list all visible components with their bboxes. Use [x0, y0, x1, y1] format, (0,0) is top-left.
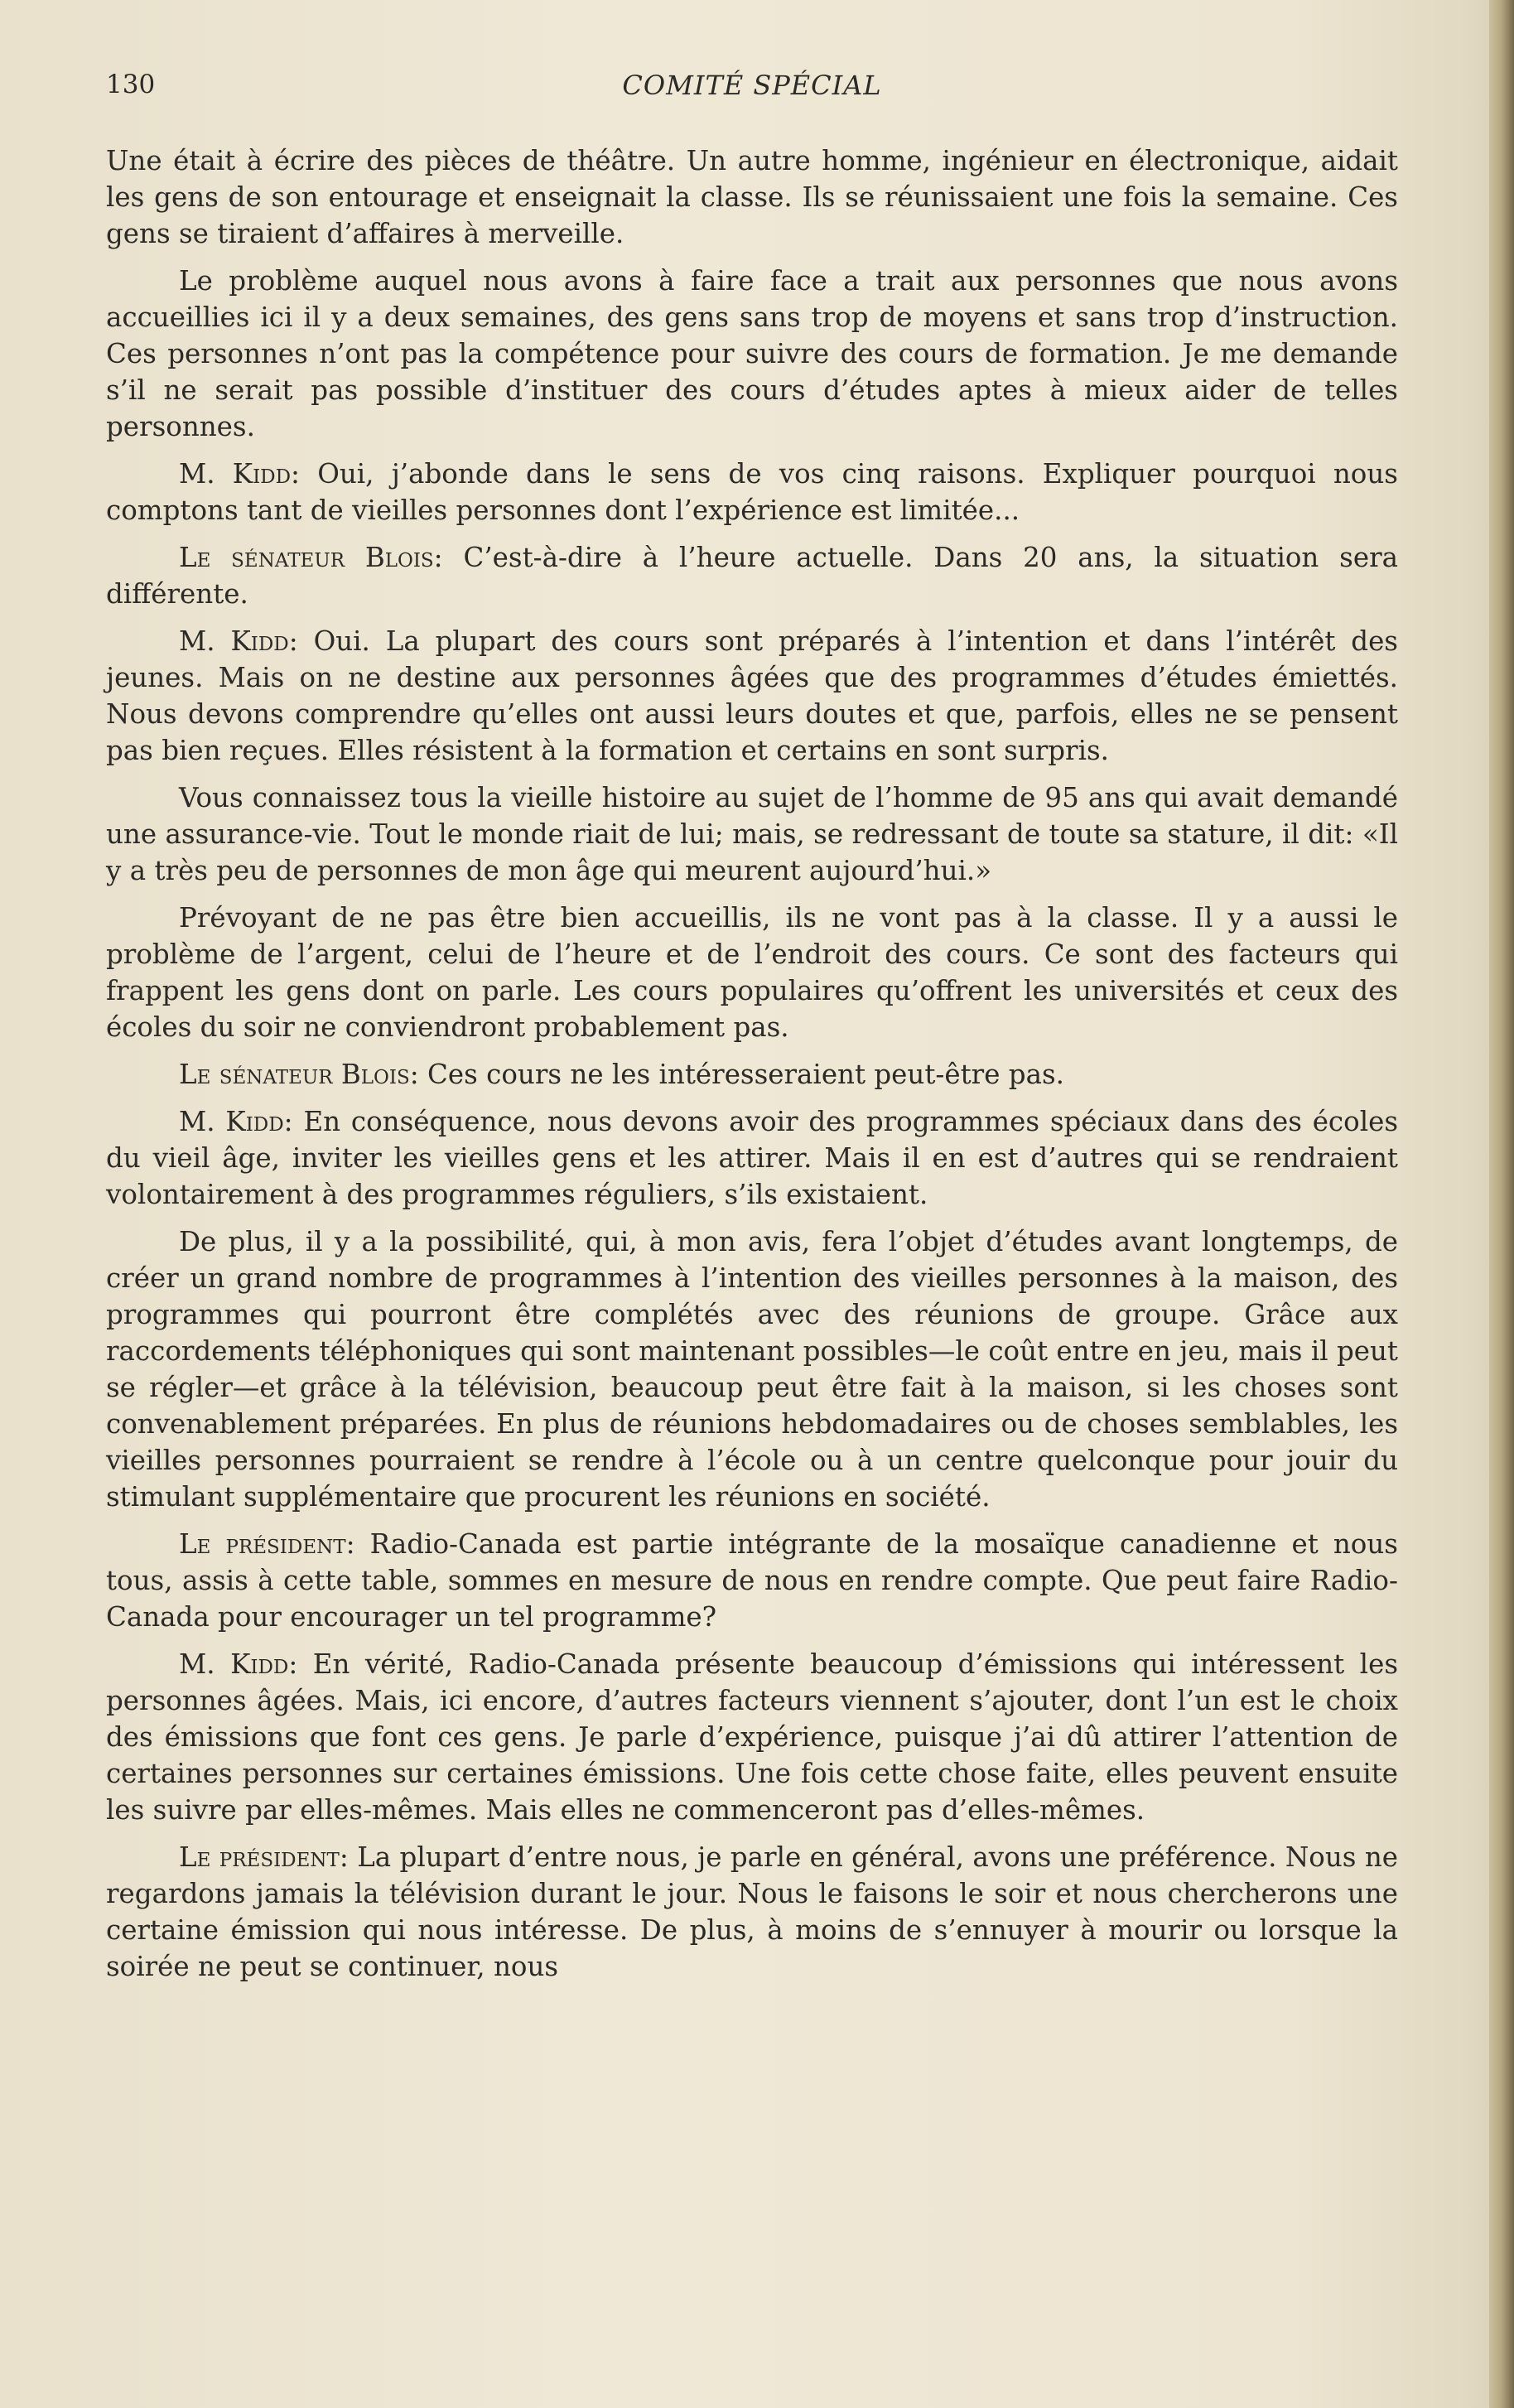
book-spine-shadow [1489, 0, 1514, 2408]
paragraph-text: Une était à écrire des pièces de théâtre. Un autre homme, ingénieur en électronique, aidait les gens de son entourage et enseignait la classe. Ils se réunissaient une fois la semaine. Ces gens se tiraient d’affaires à merveille. [106, 145, 1398, 249]
paragraph-text: La plupart d’entre nous, je parle en général, avons une préférence. Nous ne regardons jamais la télévision durant le jour. Nous le faisons le soir et nous chercherons une certaine émission qui nous intéresse. De plus, à moins de s’ennuyer à mourir ou lorsque la soirée ne peut se continuer, nous [106, 1841, 1398, 1982]
speaker-name: Le président: [179, 1841, 349, 1873]
paragraph [106, 1056, 1398, 1093]
paragraph-text: C’est-à-dire à l’heure actuelle. Dans 20 ans, la situation sera différente. [106, 542, 1398, 610]
paragraph [106, 263, 1398, 445]
paragraph [106, 142, 1398, 252]
paragraph-text: Radio-Canada est partie intégrante de la mosaïque canadienne et nous tous, assis à cette table, sommes en mesure de nous en rendre compte. Que peut faire Radio-Canada pour encourager un tel programme? [106, 1528, 1398, 1633]
speaker-name: Le sénateur Blois: [179, 1059, 419, 1090]
paragraph [106, 1103, 1398, 1213]
paragraph-text: De plus, il y a la possibilité, qui, à mon avis, fera l’objet d’études avant longtemps, de créer un grand nombre de programmes à l’intention des vieilles personnes à la maison, des programmes qui pourront être complétés avec des réunions de groupe. Grâce aux raccordements téléphoniques qui sont maintenant possibles—le coût entre en jeu, mais il peut se régler—et grâce à la télévision, beaucoup peut être fait à la maison, si les choses sont convenablement préparées. En plus de réunions hebdomadaires ou de choses semblables, les vieilles personnes pourraient se rendre à l’école ou à un centre quelconque pour jouir du stimulant supplémentaire que procurent les réunions en société. [106, 1226, 1398, 1513]
paragraph [106, 1646, 1398, 1828]
paragraph [106, 456, 1398, 528]
paragraph [106, 623, 1398, 769]
speaker-name: M. Kidd: [179, 625, 298, 657]
paragraph-text: En conséquence, nous devons avoir des programmes spéciaux dans des écoles du vieil âge, inviter les vieilles gens et les attirer. Mais il en est d’autres qui se rendraient volontairement à des programmes réguliers, s’ils existaient. [106, 1106, 1399, 1210]
speaker-name: M. Kidd: [179, 1106, 293, 1137]
page-header [106, 70, 1398, 111]
body-text [106, 142, 1398, 1995]
paragraph-text: Prévoyant de ne pas être bien accueillis, ils ne vont pas à la classe. Il y a aussi le problème de l’argent, celui de l’heure et de l’endroit des cours. Ce sont des facteurs qui frappent les gens dont on parle. Les cours populaires qu’offrent les universités et ceux des écoles du soir ne conviendront probablement pas. [106, 902, 1398, 1043]
paragraph-text: Le problème auquel nous avons à faire face a trait aux personnes que nous avons accueillies ici il y a deux semaines, des gens sans trop de moyens et sans trop d’instruction. Ces personnes n’ont pas la compétence pour suivre des cours de formation. Je me demande s’il ne serait pas possible d’instituer des cours d’études aptes à mieux aider de telles personnes. [106, 265, 1398, 442]
paragraph [106, 779, 1398, 889]
speaker-name: M. Kidd: [179, 458, 300, 490]
speaker-name: M. Kidd: [179, 1648, 298, 1680]
paragraph-text: Ces cours ne les intéresseraient peut-être pas. [427, 1059, 1064, 1090]
paragraph-text: Oui, j’abonde dans le sens de vos cinq raisons. Expliquer pourquoi nous comptons tant de vieilles personnes dont l’expérience est limitée... [106, 458, 1398, 526]
paragraph-text: Vous connaissez tous la vieille histoire au sujet de l’homme de 95 ans qui avait demandé une assurance-vie. Tout le monde riait de lui; mais, se redressant de toute sa stature, il dit: «Il y a très peu de personnes de mon âge qui meurent aujourd’hui.» [106, 782, 1398, 886]
paragraph [106, 1526, 1398, 1635]
paragraph [106, 1839, 1398, 1985]
paragraph [106, 539, 1398, 612]
speaker-name: Le sénateur Blois: [179, 542, 443, 573]
paragraph-text: Oui. La plupart des cours sont préparés à l’intention et dans l’intérêt des jeunes. Mais on ne destine aux personnes âgées que des programmes d’études émiettés. Nous devons comprendre qu’elles ont aussi leurs doutes et que, parfois, elles ne se pensent pas bien reçues. Elles résistent à la formation et certains en sont surpris. [106, 625, 1398, 766]
running-title: COMITÉ SPÉCIAL [622, 70, 882, 101]
paragraph [106, 1223, 1398, 1515]
paragraph [106, 900, 1398, 1045]
speaker-name: Le président: [179, 1528, 355, 1560]
page-number: 130 [106, 70, 156, 99]
paragraph-text: En vérité, Radio-Canada présente beaucoup d’émissions qui intéressent les personnes âgées. Mais, ici encore, d’autres facteurs viennent s’ajouter, dont l’un est le choix des émissions que font ces gens. Je parle d’expérience, puisque j’ai dû attirer l’attention de certaines personnes sur certaines émissions. Une fois cette chose faite, elles peuvent ensuite les suivre par elles-mêmes. Mais elles ne commenceront pas d’elles-mêmes. [106, 1648, 1398, 1826]
